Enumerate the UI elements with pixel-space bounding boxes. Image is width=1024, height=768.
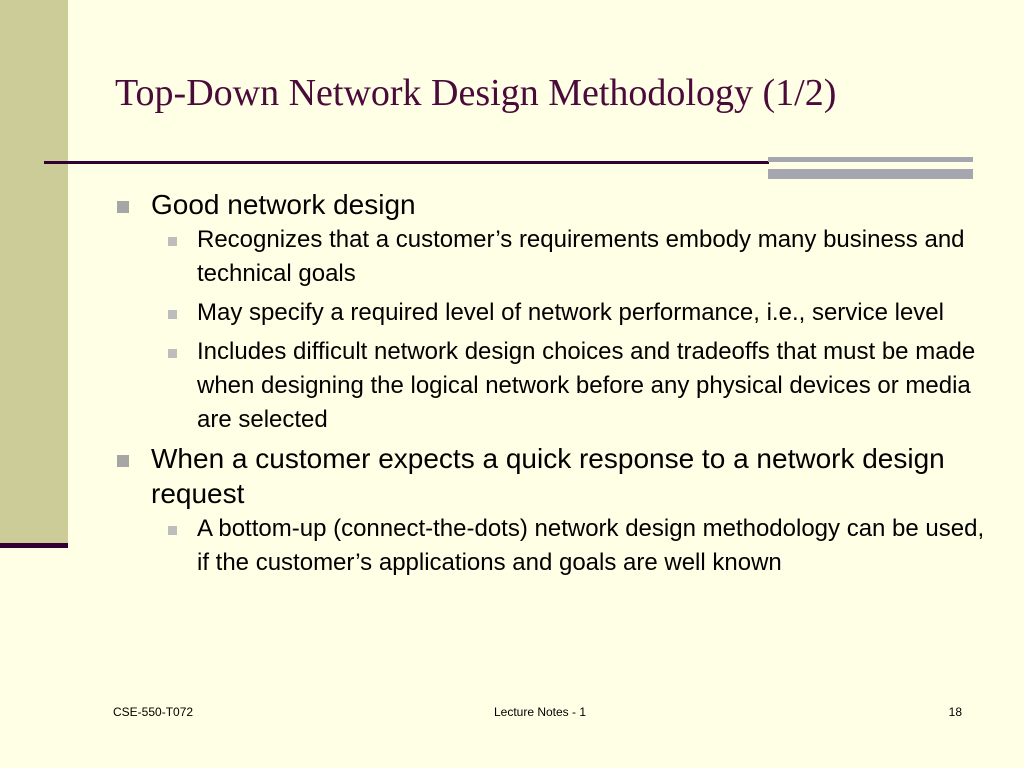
sub-bullet-text: Includes difficult network design choices and tradeoffs that must be made when designing the logical network before any physical devices or media are selected (197, 338, 976, 433)
square-bullet-icon (117, 201, 129, 213)
sub-bullet-bottom-up (113, 512, 993, 580)
footer-lecture-label: Lecture Notes - 1 (493, 705, 587, 719)
footer-course-code: CSE-550-T072 (113, 705, 194, 719)
sub-bullet-tradeoffs (113, 335, 993, 437)
sub-bullet-text: A bottom-up (connect-the-dots) network design methodology can be used, if the customer’s applications and goals are well known (197, 515, 985, 576)
slide-title: Top-Down Network Design Methodology (1/2) (115, 72, 837, 114)
accent-bar-bottom (768, 169, 973, 179)
left-band-divider (0, 543, 68, 548)
bullet-quick-response (113, 441, 993, 511)
square-bullet-icon (168, 526, 177, 535)
left-decorative-band (0, 0, 68, 545)
sub-bullet-text: Recognizes that a customer’s requirements embody many business and technical goals (197, 226, 965, 287)
bullet-text: Good network design (151, 189, 416, 220)
sub-bullet-requirements (113, 223, 993, 291)
square-bullet-icon (168, 349, 177, 358)
title-underline (44, 161, 769, 164)
sub-bullet-text: May specify a required level of network performance, i.e., service level (197, 299, 944, 326)
footer-page-number: 18 (948, 705, 962, 719)
slide-body (113, 183, 993, 580)
accent-bar-top (768, 157, 973, 162)
square-bullet-icon (168, 310, 177, 319)
square-bullet-icon (117, 455, 129, 467)
bullet-good-network-design (113, 187, 993, 222)
square-bullet-icon (168, 237, 177, 246)
bullet-text: When a customer expects a quick response to a network design request (151, 443, 945, 509)
sub-bullet-performance (113, 296, 993, 330)
